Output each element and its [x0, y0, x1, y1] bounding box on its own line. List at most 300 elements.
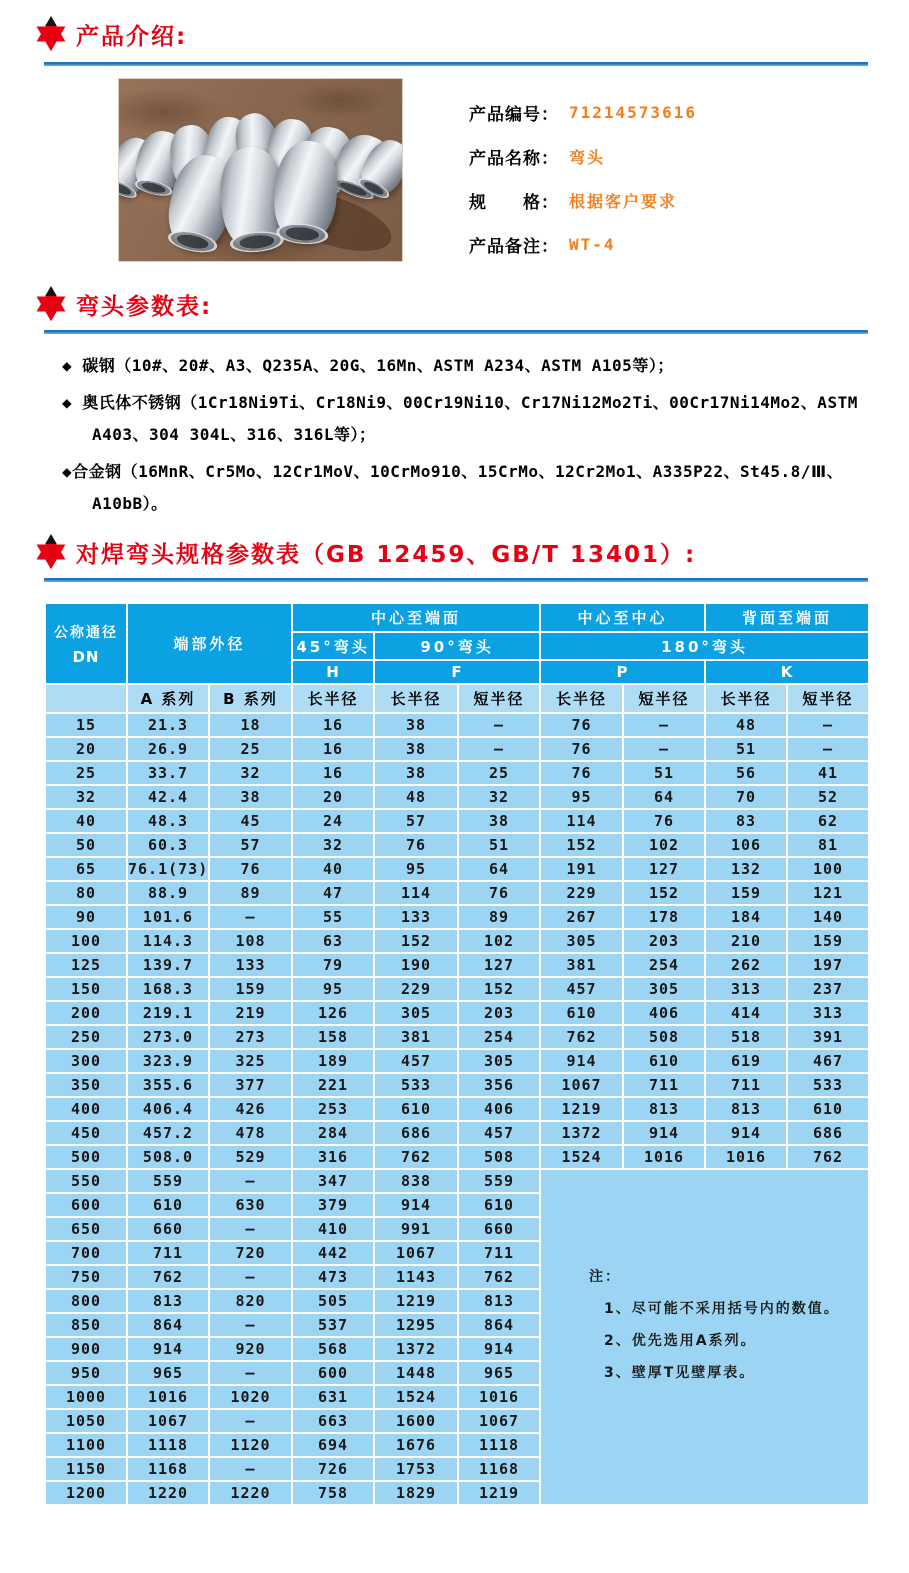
- table-cell: 267: [540, 905, 623, 929]
- table-cell: 610: [458, 1193, 540, 1217]
- table-cell: 1219: [458, 1481, 540, 1505]
- table-cell: 262: [705, 953, 787, 977]
- table-cell: 1067: [374, 1241, 458, 1265]
- table-cell: 800: [45, 1289, 127, 1313]
- table-cell: 1220: [127, 1481, 209, 1505]
- table-cell: 152: [374, 929, 458, 953]
- divider-rule: [44, 330, 868, 334]
- table-row: [45, 881, 869, 905]
- table-cell: 762: [540, 1025, 623, 1049]
- table-cell: 150: [45, 977, 127, 1001]
- table-cell: 758: [292, 1481, 374, 1505]
- col-header-k: K: [705, 660, 869, 684]
- table-cell: 178: [623, 905, 705, 929]
- field-value: 71214573616: [569, 102, 697, 122]
- sub-header-short-radius: 短半径: [458, 684, 540, 713]
- table-cell: 16: [292, 761, 374, 785]
- table-cell: —: [209, 1265, 292, 1289]
- table-cell: 1524: [374, 1385, 458, 1409]
- section-title-spec: 对焊弯头规格参数表（GB 12459、GB/T 13401）:: [76, 541, 697, 568]
- table-row: [45, 1025, 869, 1049]
- table-row: [45, 905, 869, 929]
- table-cell: —: [209, 1217, 292, 1241]
- table-cell: 203: [458, 1001, 540, 1025]
- table-cell: 1676: [374, 1433, 458, 1457]
- table-cell: —: [787, 737, 869, 761]
- table-cell: 76: [374, 833, 458, 857]
- table-cell: 630: [209, 1193, 292, 1217]
- table-cell: 20: [292, 785, 374, 809]
- table-cell: 900: [45, 1337, 127, 1361]
- table-cell: 127: [458, 953, 540, 977]
- table-cell: 25: [45, 761, 127, 785]
- table-cell: 663: [292, 1409, 374, 1433]
- table-cell: 273.0: [127, 1025, 209, 1049]
- table-cell: 391: [787, 1025, 869, 1049]
- table-cell: 40: [292, 857, 374, 881]
- table-cell: 720: [209, 1241, 292, 1265]
- table-cell: 650: [45, 1217, 127, 1241]
- table-cell: 377: [209, 1073, 292, 1097]
- table-cell: 139.7: [127, 953, 209, 977]
- table-cell: 121: [787, 881, 869, 905]
- sub-header-blank: [45, 684, 127, 713]
- table-cell: 81: [787, 833, 869, 857]
- table-cell: 1120: [209, 1433, 292, 1457]
- table-cell: 1168: [127, 1457, 209, 1481]
- table-cell: 1200: [45, 1481, 127, 1505]
- table-cell: 25: [209, 737, 292, 761]
- table-cell: —: [209, 1409, 292, 1433]
- table-cell: 1829: [374, 1481, 458, 1505]
- table-cell: 864: [127, 1313, 209, 1337]
- materials-list: [62, 350, 864, 520]
- table-cell: 38: [458, 809, 540, 833]
- table-cell: 1100: [45, 1433, 127, 1457]
- col-header-elbow45: 45°弯头: [292, 632, 374, 660]
- table-cell: 1118: [127, 1433, 209, 1457]
- table-cell: 56: [705, 761, 787, 785]
- product-field: [469, 178, 697, 222]
- red-star-icon: [34, 534, 68, 570]
- table-cell: 191: [540, 857, 623, 881]
- table-cell: 610: [374, 1097, 458, 1121]
- table-cell: 559: [458, 1169, 540, 1193]
- table-row: [45, 785, 869, 809]
- table-cell: 457: [458, 1121, 540, 1145]
- table-cell: 350: [45, 1073, 127, 1097]
- table-row: [45, 1121, 869, 1145]
- table-cell: 1016: [127, 1385, 209, 1409]
- table-cell: 76: [209, 857, 292, 881]
- table-cell: 114: [540, 809, 623, 833]
- section-title-params: 弯头参数表:: [76, 293, 213, 320]
- product-photo: [118, 78, 403, 262]
- product-field: [469, 90, 697, 134]
- table-cell: 568: [292, 1337, 374, 1361]
- table-cell: 50: [45, 833, 127, 857]
- note-line: 2、优先选用A系列。: [604, 1333, 757, 1349]
- table-cell: 379: [292, 1193, 374, 1217]
- table-cell: 159: [705, 881, 787, 905]
- field-label: 产品名称：: [469, 148, 559, 169]
- table-cell: 32: [458, 785, 540, 809]
- table-cell: 51: [458, 833, 540, 857]
- table-cell: 660: [127, 1217, 209, 1241]
- table-cell: 450: [45, 1121, 127, 1145]
- table-cell: —: [209, 1169, 292, 1193]
- product-field: [469, 134, 697, 178]
- table-row: [45, 1049, 869, 1073]
- section-head-intro: [34, 0, 909, 52]
- table-cell: 1372: [374, 1337, 458, 1361]
- red-star-icon: [34, 16, 68, 52]
- table-cell: 533: [787, 1073, 869, 1097]
- table-cell: —: [458, 737, 540, 761]
- table-cell: 610: [787, 1097, 869, 1121]
- table-cell: 381: [374, 1025, 458, 1049]
- table-cell: 140: [787, 905, 869, 929]
- table-cell: 51: [623, 761, 705, 785]
- table-cell: 250: [45, 1025, 127, 1049]
- table-cell: 529: [209, 1145, 292, 1169]
- table-cell: 1295: [374, 1313, 458, 1337]
- divider-rule: [44, 578, 868, 582]
- table-cell: 305: [458, 1049, 540, 1073]
- red-star-icon: [34, 286, 68, 322]
- table-cell: 64: [458, 857, 540, 881]
- spec-table-body: [45, 713, 869, 1505]
- table-cell: 518: [705, 1025, 787, 1049]
- table-cell: 101.6: [127, 905, 209, 929]
- table-cell: 711: [127, 1241, 209, 1265]
- table-cell: 41: [787, 761, 869, 785]
- table-cell: 355.6: [127, 1073, 209, 1097]
- table-cell: 20: [45, 737, 127, 761]
- table-cell: 1220: [209, 1481, 292, 1505]
- table-cell: 686: [787, 1121, 869, 1145]
- table-cell: 89: [458, 905, 540, 929]
- col-header-center-to-center: 中心至中心: [540, 603, 705, 632]
- table-cell: 1219: [540, 1097, 623, 1121]
- table-cell: 76: [540, 761, 623, 785]
- table-cell: 762: [374, 1145, 458, 1169]
- table-cell: 16: [292, 713, 374, 737]
- table-cell: 1067: [127, 1409, 209, 1433]
- table-cell: 76: [540, 737, 623, 761]
- table-cell: 114: [374, 881, 458, 905]
- table-cell: 1016: [623, 1145, 705, 1169]
- table-cell: 660: [458, 1217, 540, 1241]
- table-cell: —: [209, 1457, 292, 1481]
- table-cell: 356: [458, 1073, 540, 1097]
- table-cell: 914: [705, 1121, 787, 1145]
- table-cell: 505: [292, 1289, 374, 1313]
- table-cell: 219.1: [127, 1001, 209, 1025]
- table-cell: 273: [209, 1025, 292, 1049]
- table-cell: 619: [705, 1049, 787, 1073]
- table-cell: 55: [292, 905, 374, 929]
- table-cell: 15: [45, 713, 127, 737]
- table-cell: 127: [623, 857, 705, 881]
- table-cell: 1600: [374, 1409, 458, 1433]
- table-cell: 42.4: [127, 785, 209, 809]
- table-row: [45, 929, 869, 953]
- table-cell: 600: [45, 1193, 127, 1217]
- table-row: [45, 977, 869, 1001]
- table-cell: 197: [787, 953, 869, 977]
- table-cell: 305: [374, 1001, 458, 1025]
- table-cell: 102: [458, 929, 540, 953]
- table-cell: 813: [458, 1289, 540, 1313]
- table-cell: 694: [292, 1433, 374, 1457]
- col-header-center-to-end: 中心至端面: [292, 603, 540, 632]
- table-cell: 57: [374, 809, 458, 833]
- table-cell: 60.3: [127, 833, 209, 857]
- table-cell: 813: [127, 1289, 209, 1313]
- field-label: 产品备注：: [469, 236, 559, 257]
- table-cell: 914: [374, 1193, 458, 1217]
- table-cell: 189: [292, 1049, 374, 1073]
- table-cell: 159: [787, 929, 869, 953]
- table-cell: 62: [787, 809, 869, 833]
- table-cell: 254: [623, 953, 705, 977]
- table-cell: 38: [374, 737, 458, 761]
- table-cell: 313: [705, 977, 787, 1001]
- col-header-h: H: [292, 660, 374, 684]
- table-cell: 537: [292, 1313, 374, 1337]
- table-cell: 1016: [705, 1145, 787, 1169]
- table-cell: 253: [292, 1097, 374, 1121]
- table-cell: 500: [45, 1145, 127, 1169]
- intro-block: [118, 78, 909, 264]
- table-cell: 381: [540, 953, 623, 977]
- table-cell: 190: [374, 953, 458, 977]
- table-notes-cell: [540, 1169, 869, 1505]
- col-header-end-od: 端部外径: [127, 603, 292, 684]
- table-cell: 90: [45, 905, 127, 929]
- table-cell: 63: [292, 929, 374, 953]
- material-item: ◆ 奥氏体不锈钢（1Cr18Ni9Ti、Cr18Ni9、00Cr19Ni10、Cr17Ni12Mo2Ti、00Cr17Ni14Mo2、ASTM A403、304 304L、316、316L等）；: [62, 393, 858, 444]
- table-cell: 950: [45, 1361, 127, 1385]
- table-cell: —: [623, 737, 705, 761]
- spec-table: [44, 602, 870, 1506]
- table-cell: 152: [540, 833, 623, 857]
- table-cell: 1067: [540, 1073, 623, 1097]
- table-cell: 457: [540, 977, 623, 1001]
- sub-header-long-radius: 长半径: [540, 684, 623, 713]
- table-cell: 221: [292, 1073, 374, 1097]
- col-header-f: F: [374, 660, 540, 684]
- table-cell: —: [209, 905, 292, 929]
- table-cell: 410: [292, 1217, 374, 1241]
- table-cell: 40: [45, 809, 127, 833]
- table-cell: 838: [374, 1169, 458, 1193]
- table-cell: 426: [209, 1097, 292, 1121]
- table-cell: 1150: [45, 1457, 127, 1481]
- table-cell: 1524: [540, 1145, 623, 1169]
- table-cell: 89: [209, 881, 292, 905]
- sub-header-long-radius: 长半径: [705, 684, 787, 713]
- table-cell: 210: [705, 929, 787, 953]
- table-cell: 762: [458, 1265, 540, 1289]
- table-cell: 323.9: [127, 1049, 209, 1073]
- table-cell: 108: [209, 929, 292, 953]
- table-cell: 508: [458, 1145, 540, 1169]
- table-cell: 57: [209, 833, 292, 857]
- col-header-p: P: [540, 660, 705, 684]
- table-cell: 133: [374, 905, 458, 929]
- table-cell: 550: [45, 1169, 127, 1193]
- notes-title: 注：: [589, 1269, 622, 1285]
- table-cell: 406: [623, 1001, 705, 1025]
- table-cell: 203: [623, 929, 705, 953]
- table-cell: 32: [292, 833, 374, 857]
- sub-header-short-radius: 短半径: [623, 684, 705, 713]
- table-cell: 95: [292, 977, 374, 1001]
- table-cell: 991: [374, 1217, 458, 1241]
- table-cell: 711: [623, 1073, 705, 1097]
- table-cell: 76: [458, 881, 540, 905]
- table-cell: 38: [209, 785, 292, 809]
- table-cell: 850: [45, 1313, 127, 1337]
- field-value: 根据客户要求: [569, 191, 678, 211]
- table-cell: 33.7: [127, 761, 209, 785]
- table-cell: 762: [787, 1145, 869, 1169]
- table-row: [45, 737, 869, 761]
- sub-header-long-radius: 长半径: [292, 684, 374, 713]
- table-cell: 1067: [458, 1409, 540, 1433]
- table-cell: 414: [705, 1001, 787, 1025]
- sub-header-short-radius: 短半径: [787, 684, 869, 713]
- table-cell: 21.3: [127, 713, 209, 737]
- table-cell: 726: [292, 1457, 374, 1481]
- table-cell: 305: [540, 929, 623, 953]
- table-cell: 559: [127, 1169, 209, 1193]
- table-cell: —: [623, 713, 705, 737]
- table-cell: 316: [292, 1145, 374, 1169]
- table-cell: 965: [127, 1361, 209, 1385]
- table-cell: 600: [292, 1361, 374, 1385]
- material-item: ◆合金钢（16MnR、Cr5Mo、12Cr1MoV、10CrMo910、15CrMo、12Cr2Mo1、A335P22、St45.8/Ⅲ、A10bB）。: [62, 462, 844, 513]
- table-cell: 47: [292, 881, 374, 905]
- table-cell: 229: [374, 977, 458, 1001]
- table-cell: —: [787, 713, 869, 737]
- table-cell: —: [458, 713, 540, 737]
- table-cell: 76.1(73): [127, 857, 209, 881]
- table-cell: 914: [127, 1337, 209, 1361]
- table-cell: 711: [705, 1073, 787, 1097]
- table-cell: 325: [209, 1049, 292, 1073]
- table-cell: —: [209, 1361, 292, 1385]
- table-cell: 125: [45, 953, 127, 977]
- table-cell: 1020: [209, 1385, 292, 1409]
- table-cell: 965: [458, 1361, 540, 1385]
- table-cell: 152: [458, 977, 540, 1001]
- field-label: 规 格：: [469, 192, 559, 213]
- table-cell: 52: [787, 785, 869, 809]
- table-cell: 1118: [458, 1433, 540, 1457]
- table-cell: 347: [292, 1169, 374, 1193]
- table-cell: 158: [292, 1025, 374, 1049]
- table-cell: 184: [705, 905, 787, 929]
- table-cell: 32: [209, 761, 292, 785]
- table-cell: 508: [623, 1025, 705, 1049]
- table-cell: 100: [45, 929, 127, 953]
- table-row: [45, 1001, 869, 1025]
- field-value: WT-4: [569, 234, 616, 254]
- table-row: [45, 953, 869, 977]
- table-row: [45, 833, 869, 857]
- col-header-back-to-end: 背面至端面: [705, 603, 869, 632]
- table-cell: 38: [374, 761, 458, 785]
- table-cell: 132: [705, 857, 787, 881]
- table-cell: 51: [705, 737, 787, 761]
- table-cell: 457: [374, 1049, 458, 1073]
- table-cell: 467: [787, 1049, 869, 1073]
- table-cell: 820: [209, 1289, 292, 1313]
- table-row: [45, 809, 869, 833]
- field-label: 产品编号：: [469, 104, 559, 125]
- table-cell: 406: [458, 1097, 540, 1121]
- table-cell: 864: [458, 1313, 540, 1337]
- table-cell: 95: [540, 785, 623, 809]
- table-row: [45, 1169, 869, 1193]
- table-cell: 254: [458, 1025, 540, 1049]
- table-row: [45, 1073, 869, 1097]
- table-cell: 18: [209, 713, 292, 737]
- field-value: 弯头: [569, 147, 606, 167]
- table-cell: 1753: [374, 1457, 458, 1481]
- table-row: [45, 1097, 869, 1121]
- table-cell: 26.9: [127, 737, 209, 761]
- table-cell: 48: [374, 785, 458, 809]
- table-cell: 914: [458, 1337, 540, 1361]
- table-cell: 442: [292, 1241, 374, 1265]
- page-title: 产品介绍:: [76, 23, 188, 50]
- table-cell: 1143: [374, 1265, 458, 1289]
- table-cell: 1016: [458, 1385, 540, 1409]
- table-cell: 813: [705, 1097, 787, 1121]
- section-head-spec: [34, 534, 909, 570]
- table-cell: 686: [374, 1121, 458, 1145]
- table-row: [45, 761, 869, 785]
- product-info: [469, 78, 697, 264]
- divider-rule: [44, 62, 868, 66]
- table-cell: 25: [458, 761, 540, 785]
- table-cell: 152: [623, 881, 705, 905]
- table-cell: 610: [127, 1193, 209, 1217]
- table-cell: 406.4: [127, 1097, 209, 1121]
- table-cell: 48: [705, 713, 787, 737]
- table-cell: 88.9: [127, 881, 209, 905]
- table-cell: 610: [540, 1001, 623, 1025]
- material-item: ◆ 碳钢（10#、20#、A3、Q235A、20G、16Mn、ASTM A234、ASTM A105等）；: [62, 356, 674, 375]
- table-cell: 24: [292, 809, 374, 833]
- table-cell: 1448: [374, 1361, 458, 1385]
- table-cell: 32: [45, 785, 127, 809]
- table-cell: 200: [45, 1001, 127, 1025]
- table-cell: 750: [45, 1265, 127, 1289]
- table-cell: 159: [209, 977, 292, 1001]
- section-head-params: [34, 286, 909, 322]
- table-cell: 133: [209, 953, 292, 977]
- table-cell: 64: [623, 785, 705, 809]
- table-cell: 38: [374, 713, 458, 737]
- table-cell: 305: [623, 977, 705, 1001]
- sub-header-series-b: B 系列: [209, 684, 292, 713]
- table-cell: 400: [45, 1097, 127, 1121]
